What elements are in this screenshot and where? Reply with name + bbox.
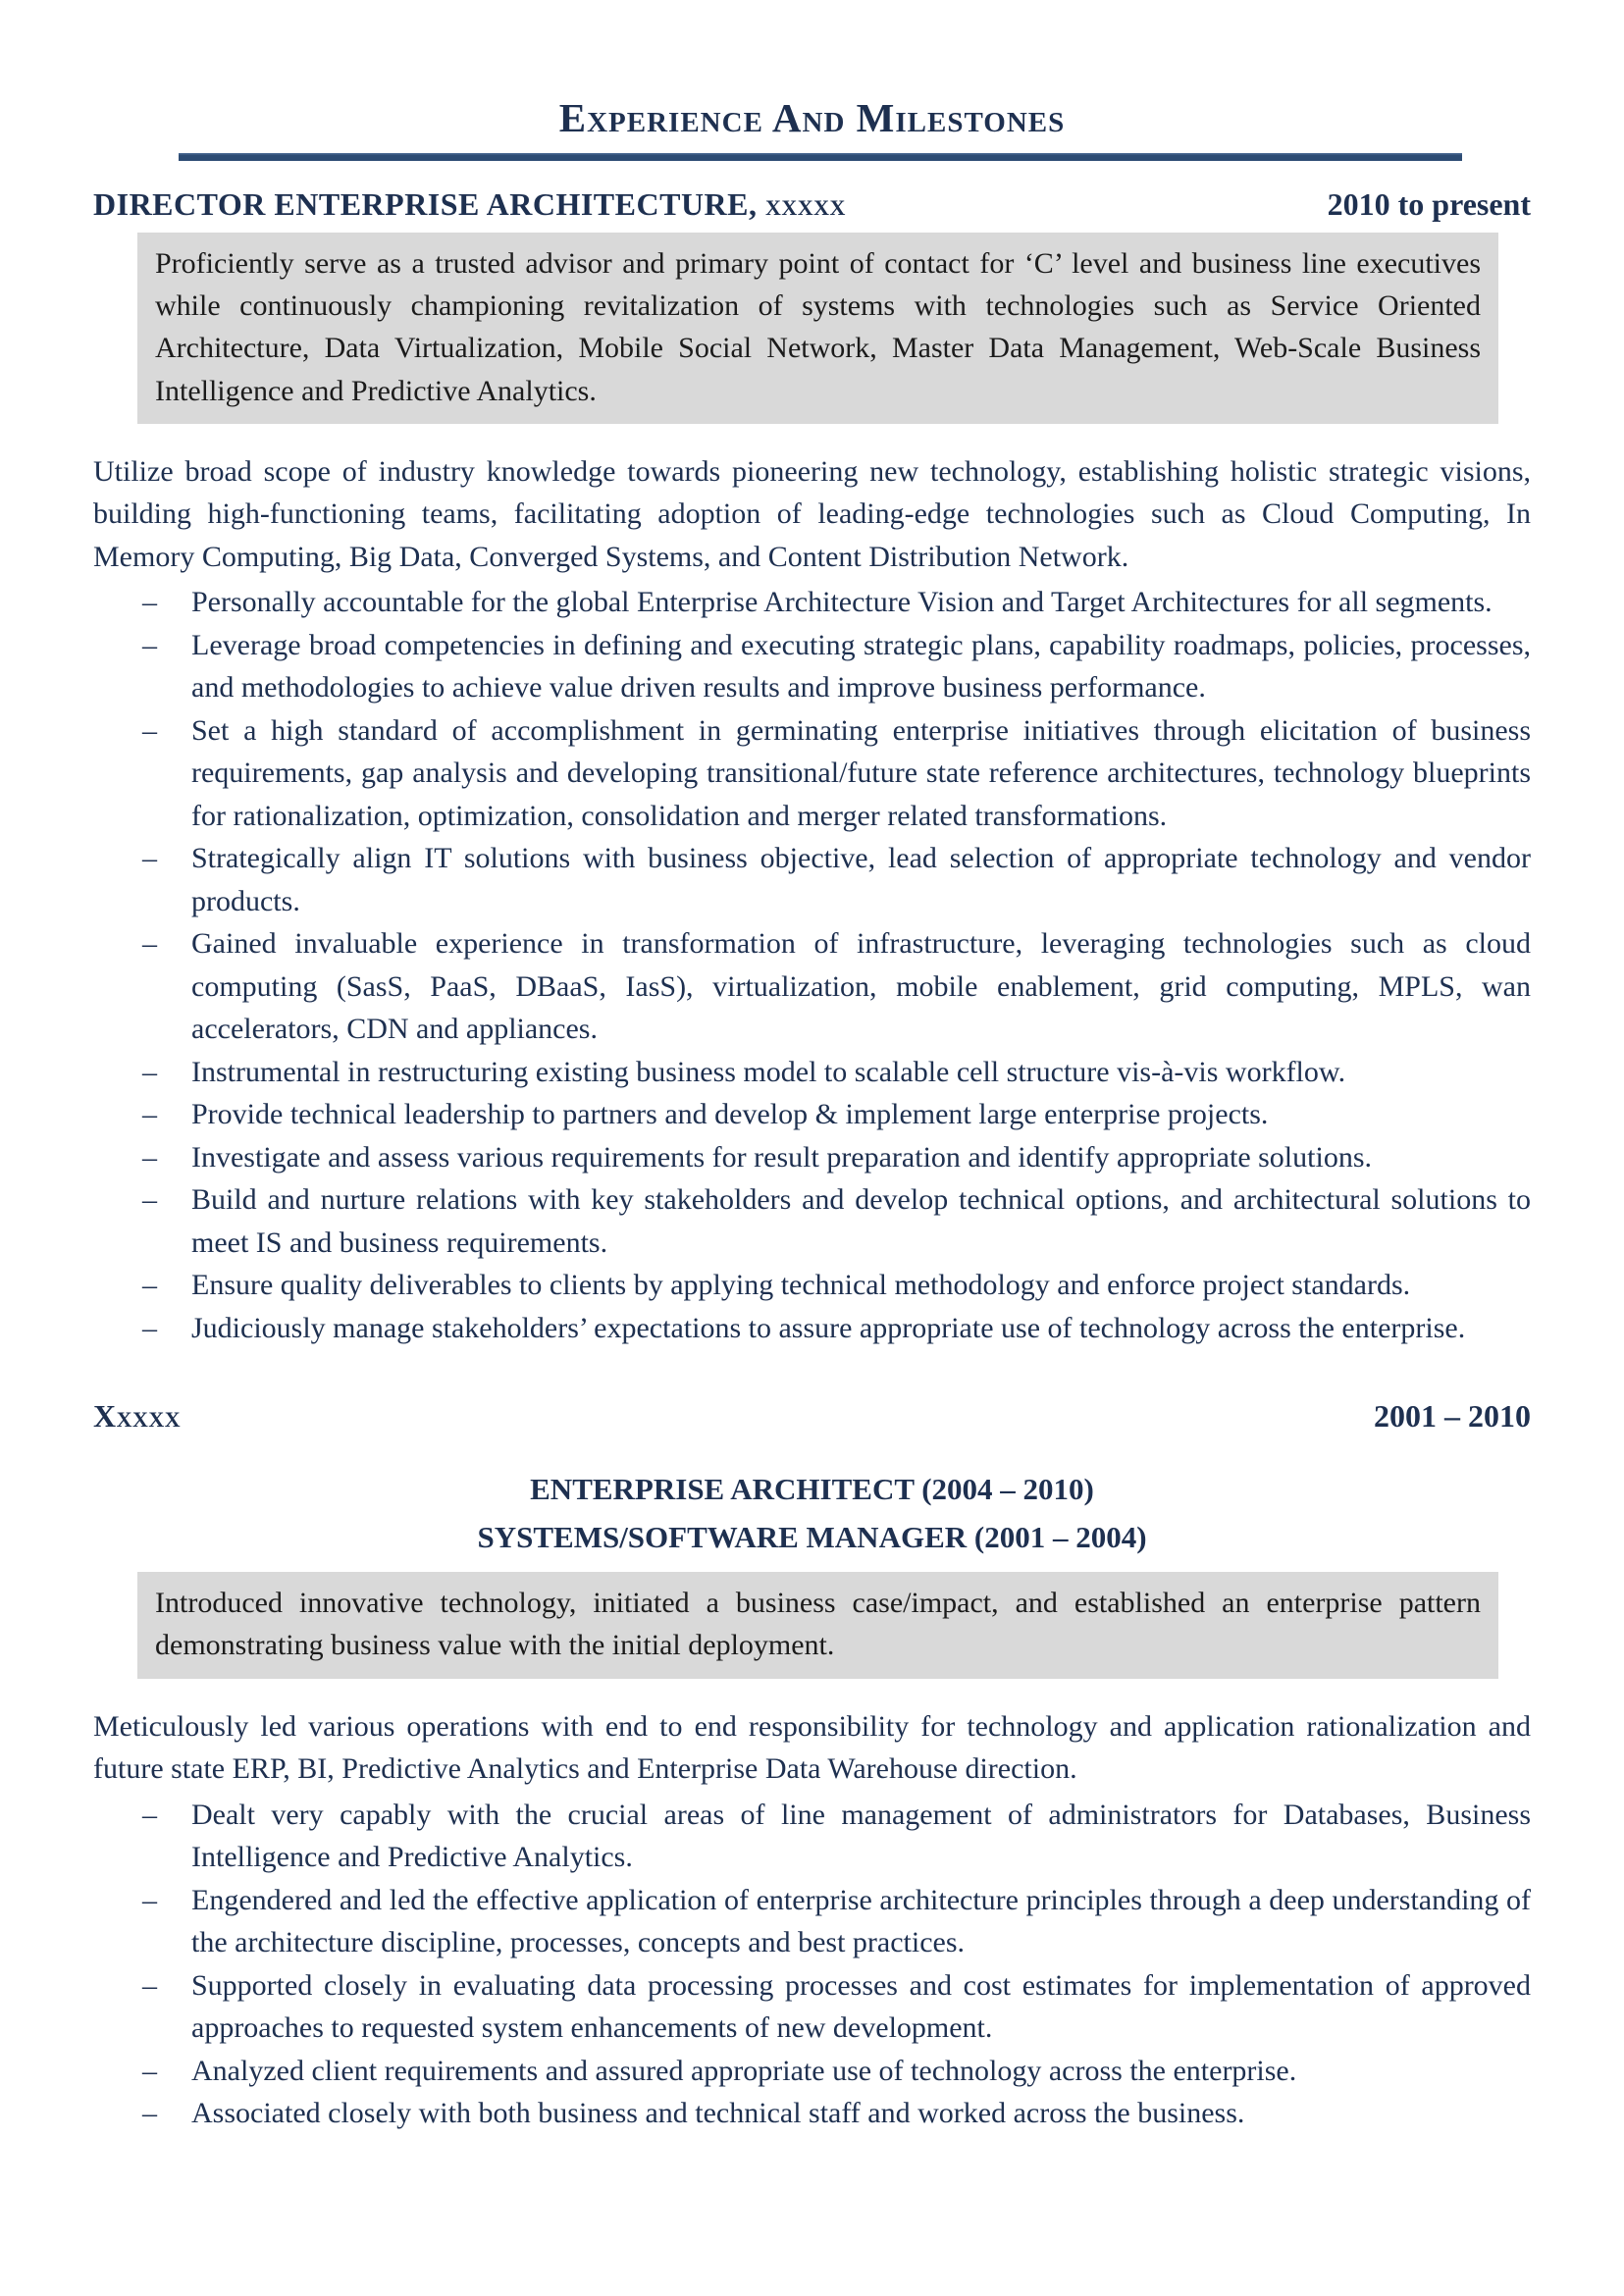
bullet-item: – Set a high standard of accomplishment in germinating enterprise initiatives through elicitation of business requirements, gap analysis and developing transitional/future state reference architectures, technology blueprints for rationalization, optimization, consolidation and merger related transformations.: [93, 709, 1531, 838]
bullet-item: – Build and nurture relations with key stakeholders and develop technical options, and architectural solutions to meet IS and business requirements.: [93, 1178, 1531, 1264]
role-titles-2: [93, 1466, 1531, 1562]
role-title-line-1: ENTERPRISE ARCHITECT (2004 – 2010): [530, 1472, 1094, 1507]
job-bullet-list-2: [93, 1794, 1531, 2135]
bullet-item: – Ensure quality deliverables to clients by applying technical methodology and enforce project standards.: [93, 1264, 1531, 1307]
bullet-item: – Supported closely in evaluating data processing processes and cost estimates for implementation of approved approaches to requested system enhancements of new development.: [93, 1964, 1531, 2050]
job-heading-row-2: [93, 1398, 1531, 1435]
job-dates-1: 2010 to present: [1327, 186, 1531, 222]
bullet-item: – Dealt very capably with the crucial areas of line management of administrators for Databases, Business Intelligence and Predictive Analytics.: [93, 1794, 1531, 1879]
role-title-line-2: SYSTEMS/SOFTWARE MANAGER (2001 – 2004): [477, 1520, 1147, 1555]
bullet-item: – Gained invaluable experience in transformation of infrastructure, leveraging technologies such as cloud computing (SasS, PaaS, DBaaS, IasS), virtualization, mobile enablement, grid computing, MPLS, wan accelerators, CDN and appliances.: [93, 922, 1531, 1051]
bullet-item: – Judiciously manage stakeholders’ expectations to assure appropriate use of technology across the enterprise.: [93, 1307, 1531, 1350]
bullet-item: – Engendered and led the effective application of enterprise architecture principles through a deep understanding of the architecture discipline, processes, concepts and best practices.: [93, 1879, 1531, 1964]
title-divider-rule: [179, 153, 1462, 161]
job-heading-row-1: [93, 186, 1531, 223]
job-bullet-list-1: [93, 581, 1531, 1349]
bullet-item: – Leverage broad competencies in defining and executing strategic plans, capability roadmaps, policies, processes, and methodologies to achieve value driven results and improve business performance.: [93, 624, 1531, 709]
bullet-item: – Personally accountable for the global Enterprise Architecture Vision and Target Architectures for all segments.: [93, 581, 1531, 624]
employer-name-2: Xxxxx: [93, 1398, 182, 1435]
bullet-item: – Strategically align IT solutions with business objective, lead selection of appropriate technology and vendor products.: [93, 837, 1531, 922]
bullet-item: – Instrumental in restructuring existing business model to scalable cell structure vis-à-vis workflow.: [93, 1051, 1531, 1094]
job-summary-box-1: Proficiently serve as a trusted advisor and primary point of contact for ‘C’ level and business line executives while continuously championing revitalization of systems with technologies such as Service Oriented Architecture, Data Virtualization, Mobile Social Network, Master Data Management, Web-Scale Business Intelligence and Predictive Analytics.: [137, 233, 1498, 424]
page-title: Experience And Milestones: [558, 95, 1066, 140]
bullet-item: – Analyzed client requirements and assured appropriate use of technology across the enterprise.: [93, 2050, 1531, 2093]
bullet-item: – Investigate and assess various requirements for result preparation and identify appropriate solutions.: [93, 1136, 1531, 1179]
job-intro-paragraph-1: Utilize broad scope of industry knowledge towards pioneering new technology, establishing holistic strategic visions, building high-functioning teams, facilitating adoption of leading-edge technologies such as Cloud Computing, In Memory Computing, Big Data, Converged Systems, and Content Distribution Network.: [93, 454, 1531, 573]
bullet-item: – Associated closely with both business and technical staff and worked across the business.: [93, 2092, 1531, 2135]
job-title-1: DIRECTOR ENTERPRISE ARCHITECTURE, xxxxx: [93, 186, 846, 222]
job-dates-2: 2001 – 2010: [1374, 1398, 1531, 1435]
bullet-item: – Provide technical leadership to partners and develop & implement large enterprise projects.: [93, 1093, 1531, 1136]
job-summary-box-2: Introduced innovative technology, initiated a business case/impact, and established an enterprise pattern demonstrating business value with the initial deployment.: [137, 1572, 1498, 1678]
job-intro-paragraph-2: Meticulously led various operations with end to end responsibility for technology and application rationalization and future state ERP, BI, Predictive Analytics and Enterprise Data Warehouse direction.: [93, 1709, 1531, 1786]
